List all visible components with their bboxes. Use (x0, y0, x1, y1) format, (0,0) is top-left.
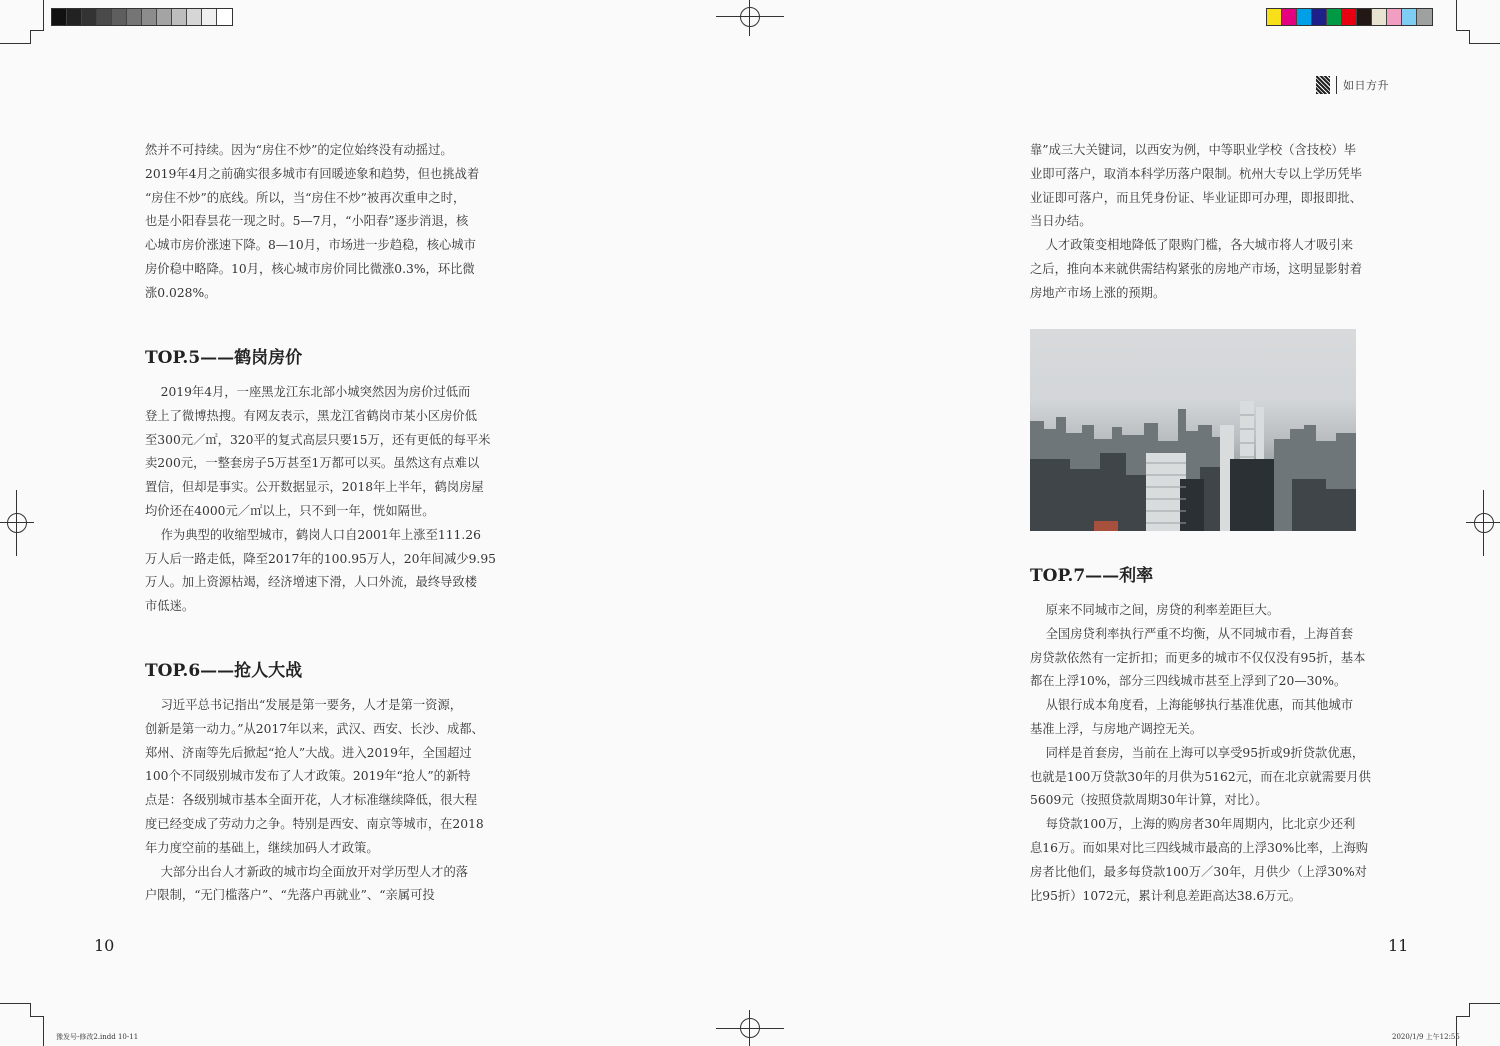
text-line: 比95折）1072元，累计利息差距高达38.6万元。 (1030, 888, 1302, 903)
text-line: 万人后一路走低，降至2017年的100.95万人，20年间减少9.95 (145, 551, 496, 566)
crop-mark (1456, 0, 1457, 30)
left-intro-text (145, 139, 479, 306)
top6-heading: TOP.6——抢人大战 (145, 661, 303, 681)
calibration-swatch (142, 9, 157, 25)
text-line: 息16万。而如果对比三四线城市最高的上浮30%比率，上海购 (1030, 840, 1369, 855)
calibration-swatch (202, 9, 217, 25)
calibration-swatch (172, 9, 187, 25)
crop-mark (43, 1016, 44, 1046)
skyline-buildings (1030, 329, 1356, 531)
top5-heading: TOP.5——鹤岗房价 (145, 348, 303, 368)
calibration-swatch (97, 9, 112, 25)
text-line: 心城市房价涨速下降。8—10月，市场进一步趋稳，核心城市 (145, 238, 476, 253)
text-line: 均价还在4000元／㎡以上，只不到一年，恍如隔世。 (145, 503, 435, 518)
crop-mark (30, 30, 31, 44)
text-line: 至300元／㎡，320平的复式高层只要15万，还有更低的每平米 (145, 432, 491, 447)
calibration-swatch (187, 9, 202, 25)
calibration-swatch (1417, 9, 1432, 25)
text-line: 房地产市场上涨的预期。 (1030, 285, 1166, 300)
right-intro-text (1030, 139, 1362, 306)
calibration-swatch (127, 9, 142, 25)
text-line: 也是小阳春昙花一现之时。5—7月，“小阳春”逐步消退，核 (145, 214, 469, 229)
crop-mark (0, 43, 30, 44)
registration-mark-top-circle (740, 7, 760, 27)
crop-mark (43, 0, 44, 30)
calibration-swatch (1402, 9, 1417, 25)
text-line: 靠”成三大关键词，以西安为例，中等职业学校（含技校）毕 (1030, 143, 1357, 157)
page-number-left: 10 (94, 936, 115, 955)
page-number-right: 11 (1388, 936, 1409, 955)
calibration-swatch (1267, 9, 1282, 25)
text-line: 之后，推向本来就供需结构紧张的房地产市场，这明显影射着 (1030, 261, 1363, 276)
text-line: 习近平总书记指出“发展是第一要务，人才是第一资源， (145, 698, 463, 712)
crop-mark (30, 1016, 44, 1017)
calibration-swatch (1282, 9, 1297, 25)
text-line: 同样是首套房，当前在上海可以享受95折或9折贷款优惠， (1030, 745, 1365, 760)
text-line: 登上了微博热搜。有网友表示，黑龙江省鹤岗市某小区房价低 (145, 408, 478, 423)
crop-mark (1469, 30, 1470, 44)
text-line: 都在上浮10%，部分三四线城市甚至上浮到了20—30%。 (1030, 674, 1347, 689)
crop-mark (1470, 1003, 1500, 1004)
text-line: 2019年4月之前确实很多城市有回暖迹象和趋势，但也挑战着 (145, 166, 480, 181)
text-line: 房者比他们，最多每贷款100万／30年，月供少（上浮30%对 (1030, 864, 1367, 879)
calibration-swatch (157, 9, 172, 25)
calibration-swatch (1387, 9, 1402, 25)
calibration-swatch (217, 9, 232, 25)
text-line: 户限制，“无门槛落户”、“先落户再就业”、“亲属可投 (145, 888, 435, 903)
slug-line-left: 豫发号-修改2.indd 10-11 (56, 1033, 139, 1041)
calibration-swatch (52, 9, 67, 25)
header-divider (1336, 76, 1337, 94)
calibration-swatch (1372, 9, 1387, 25)
text-line: 业证即可落户，而且凭身份证、毕业证即可办理，即报即批、 (1030, 190, 1363, 205)
registration-mark-right-circle (1474, 513, 1494, 533)
grayscale-calibration-bar (51, 8, 233, 26)
text-line: 房贷款依然有一定折扣；而更多的城市不仅仅没有95折，基本 (1030, 650, 1366, 665)
crop-mark (30, 30, 44, 31)
calibration-swatch (1357, 9, 1372, 25)
crop-mark (1456, 30, 1470, 31)
calibration-swatch (67, 9, 82, 25)
calibration-swatch (112, 9, 127, 25)
text-line: 5609元（按照贷款周期30年计算，对比）。 (1030, 793, 1268, 808)
crop-mark (1456, 1016, 1470, 1017)
text-line: 100个不同级别城市发布了人才政策。2019年“抢人”的新特 (145, 769, 471, 784)
text-line: 作为典型的收缩型城市，鹤岗人口自2001年上涨至111.26 (145, 527, 481, 542)
text-line: 原来不同城市之间，房贷的利率差距巨大。 (1030, 603, 1280, 617)
text-line: 当日办结。 (1030, 214, 1092, 229)
top7-body-text (1030, 599, 1371, 908)
registration-mark-left-circle (7, 513, 27, 533)
calibration-swatch (1297, 9, 1312, 25)
top5-body-text (145, 381, 496, 619)
crop-mark (30, 1003, 31, 1017)
text-line: 房价稳中略降。10月，核心城市房价同比微涨0.3%，环比微 (145, 261, 475, 276)
crop-mark (1469, 1003, 1470, 1017)
city-skyline-photo (1030, 329, 1356, 531)
text-line: 创新是第一动力。”从2017年以来，武汉、西安、长沙、成都、 (145, 721, 484, 736)
text-line: 点是：各级别城市基本全面开花，人才标准继续降低，很大程 (145, 793, 478, 808)
color-calibration-bar (1266, 8, 1433, 26)
text-line: 业即可落户，取消本科学历落户限制。杭州大专以上学历凭毕 (1030, 166, 1363, 181)
slug-line-right: 2020/1/9 上午12:55 (1392, 1033, 1460, 1041)
text-line: 度已经变成了劳动力之争。特别是西安、南京等城市，在2018 (145, 816, 484, 831)
running-header (1316, 76, 1389, 94)
crop-mark (1470, 43, 1500, 44)
text-line: 全国房贷利率执行严重不均衡，从不同城市看，上海首套 (1030, 626, 1354, 641)
top6-body-text (145, 694, 484, 908)
text-line: 大部分出台人才新政的城市均全面放开对学历型人才的落 (145, 864, 469, 879)
text-line: 2019年4月，一座黑龙江东北部小城突然因为房价过低而 (145, 385, 471, 399)
text-line: 年力度空前的基础上，继续加码人才政策。 (145, 840, 379, 855)
top7-heading: TOP.7——利率 (1030, 566, 1154, 586)
registration-mark-bottom-circle (740, 1018, 760, 1038)
text-line: 人才政策变相地降低了限购门槛，各大城市将人才吸引来 (1030, 238, 1354, 253)
text-line: 郑州、济南等先后掀起“抢人”大战。进入2019年，全国超过 (145, 745, 472, 760)
calibration-swatch (1342, 9, 1357, 25)
text-line: “房住不炒”的底线。所以，当“房住不炒”被再次重申之时， (145, 190, 466, 205)
text-line: 市低迷。 (145, 599, 195, 614)
calibration-swatch (1312, 9, 1327, 25)
printer-seal-icon (1316, 76, 1330, 94)
text-line: 然并不可持续。因为“房住不炒”的定位始终没有动摇过。 (145, 143, 453, 157)
text-line: 从银行成本角度看，上海能够执行基准优惠，而其他城市 (1030, 698, 1354, 713)
text-line: 涨0.028%。 (145, 285, 217, 300)
calibration-swatch (82, 9, 97, 25)
text-line: 置信，但却是事实。公开数据显示，2018年上半年，鹤岗房屋 (145, 480, 484, 495)
calibration-swatch (1327, 9, 1342, 25)
text-line: 也就是100万贷款30年的月供为5162元，而在北京就需要月供 (1030, 769, 1371, 784)
text-line: 每贷款100万，上海的购房者30年周期内，比北京少还利 (1030, 817, 1356, 832)
text-line: 基准上浮，与房地产调控无关。 (1030, 721, 1203, 736)
text-line: 万人。加上资源枯竭，经济增速下滑，人口外流，最终导致楼 (145, 575, 478, 590)
header-brand: 如日方升 (1343, 79, 1389, 92)
text-line: 卖200元，一整套房子5万甚至1万都可以买。虽然这有点难以 (145, 456, 480, 471)
crop-mark (0, 1003, 30, 1004)
